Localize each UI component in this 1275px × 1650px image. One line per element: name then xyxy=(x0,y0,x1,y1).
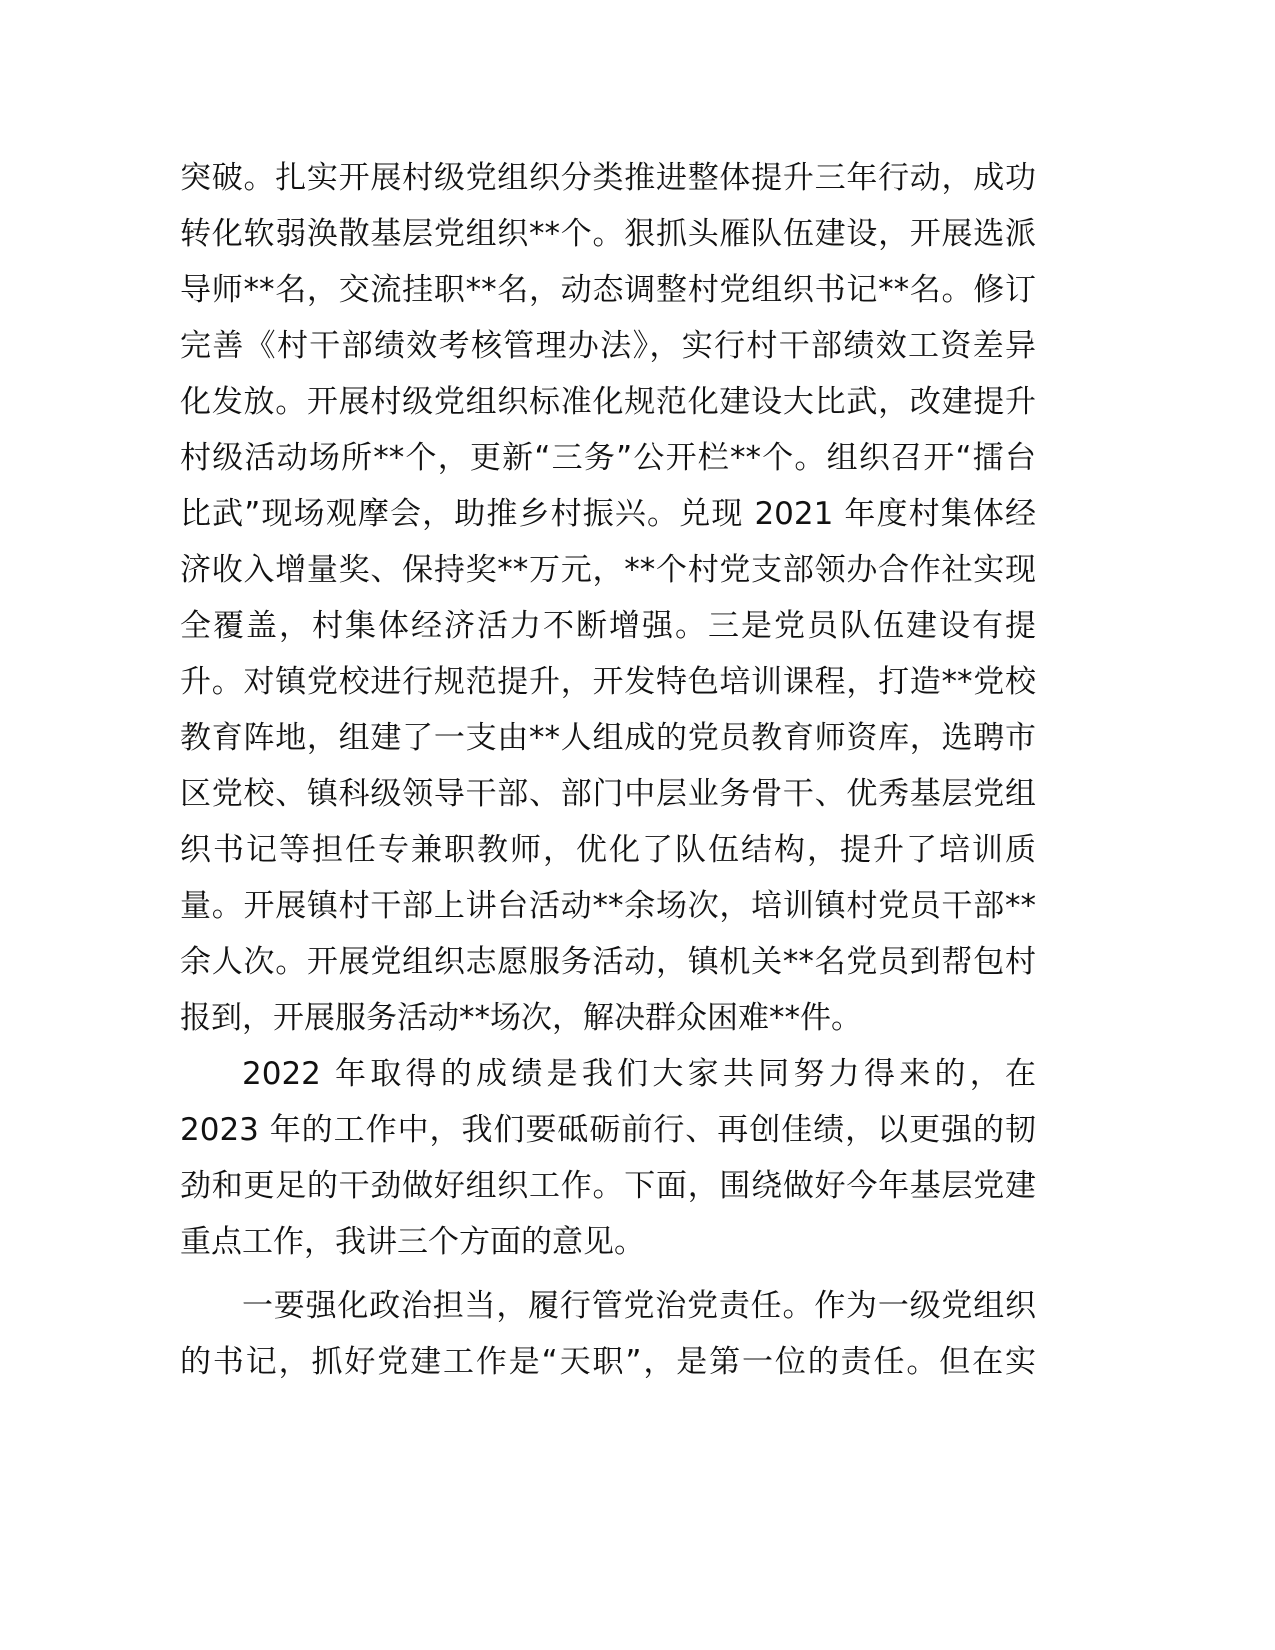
text-line: 一要强化政治担当，履行管党治党责任。作为一级党组织 xyxy=(242,1288,1036,1324)
text-line: 区党校、镇科级领导干部、部门中层业务骨干、优秀基层党组 xyxy=(180,776,1036,812)
text-line: 的书记，抓好党建工作是“天职”，是第一位的责任。但在实 xyxy=(180,1344,1036,1380)
text-line: 劲和更足的干劲做好组织工作。下面，围绕做好今年基层党建 xyxy=(180,1168,1036,1204)
text-line: 2022 年取得的成绩是我们大家共同努力得来的，在 xyxy=(242,1056,1036,1092)
paragraph-1 xyxy=(180,150,1036,1046)
text-line: 全覆盖，村集体经济活力不断增强。三是党员队伍建设有提 xyxy=(180,608,1036,644)
text-line: 2023 年的工作中，我们要砥砺前行、再创佳绩，以更强的韧 xyxy=(180,1112,1036,1148)
text-line: 转化软弱涣散基层党组织**个。狠抓头雁队伍建设，开展选派 xyxy=(180,216,1036,252)
text-line: 完善《村干部绩效考核管理办法》，实行村干部绩效工资差异 xyxy=(180,328,1036,364)
text-line: 升。对镇党校进行规范提升，开发特色培训课程，打造**党校 xyxy=(180,664,1036,700)
text-line: 重点工作，我讲三个方面的意见。 xyxy=(180,1224,645,1260)
paragraph-2 xyxy=(180,1046,1036,1270)
text-line: 济收入增量奖、保持奖**万元，**个村党支部领办合作社实现 xyxy=(180,552,1036,588)
text-line: 突破。扎实开展村级党组织分类推进整体提升三年行动，成功 xyxy=(180,160,1036,196)
text-line: 报到，开展服务活动**场次，解决群众困难**件。 xyxy=(180,1000,862,1036)
text-line: 量。开展镇村干部上讲台活动**余场次，培训镇村党员干部** xyxy=(180,888,1036,924)
text-line: 余人次。开展党组织志愿服务活动，镇机关**名党员到帮包村 xyxy=(180,944,1036,980)
text-line: 比武”现场观摩会，助推乡村振兴。兑现 2021 年度村集体经 xyxy=(180,496,1036,532)
text-line: 化发放。开展村级党组织标准化规范化建设大比武，改建提升 xyxy=(180,384,1036,420)
text-line: 织书记等担任专兼职教师，优化了队伍结构，提升了培训质 xyxy=(180,832,1036,868)
text-line: 导师**名，交流挂职**名，动态调整村党组织书记**名。修订 xyxy=(180,272,1036,308)
paragraph-3 xyxy=(180,1278,1036,1390)
text-line: 村级活动场所**个，更新“三务”公开栏**个。组织召开“擂台 xyxy=(180,440,1036,476)
text-line: 教育阵地，组建了一支由**人组成的党员教育师资库，选聘市 xyxy=(180,720,1036,756)
